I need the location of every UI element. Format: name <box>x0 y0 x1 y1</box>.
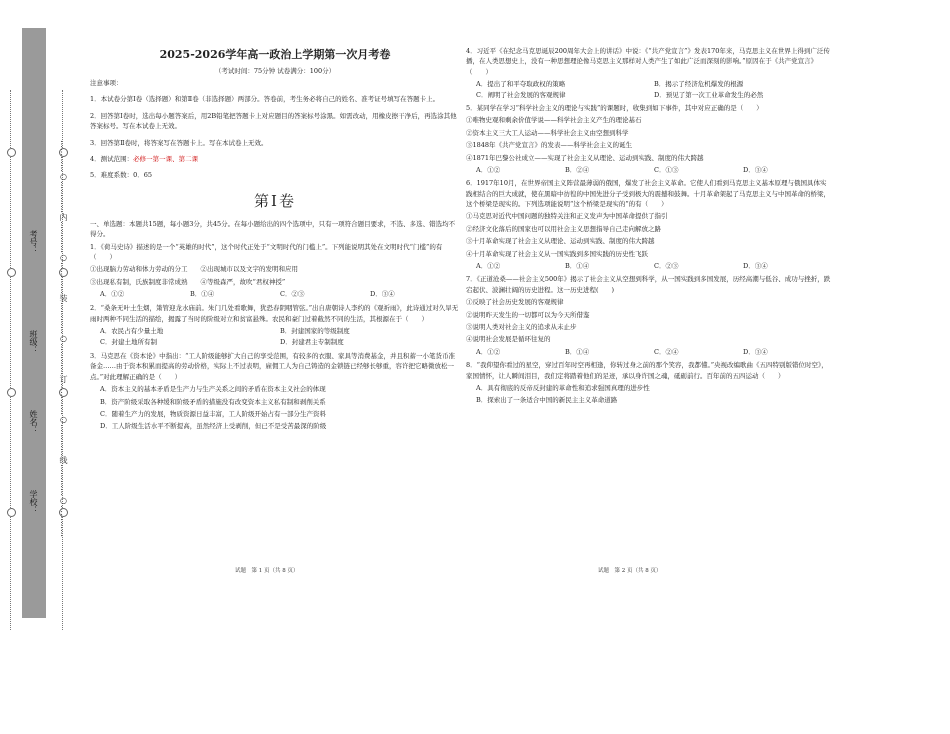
xingming-label: 姓名： <box>29 410 38 434</box>
option-d[interactable]: D．③④ <box>743 262 768 271</box>
option-b[interactable]: B．封建国家的等级制度 <box>280 327 350 336</box>
statement: ①唯物史观和剩余价值学说——科学社会主义产生的理论基石 <box>466 116 642 125</box>
question-3 <box>90 351 460 432</box>
option-c[interactable]: C．随着生产力的发展，物质资源日益丰富，工人阶级开始占有一部分生产资料 <box>100 409 326 418</box>
statement: ③说明人类对社会主义的追求从未止步 <box>466 322 577 331</box>
question-stem: 6．1917年10月，在世界帝国主义阵营最薄弱的俄国，爆发了社会主义革命。它使人们看到马克思主义基本原理与俄国具体实践相结合的巨大成就，使在黑暗中彷徨的中国先进分子受到极大的震撼和鼓舞。十月革命架起了马克思主义与中国革命的桥梁，这个桥梁是现实的。下列选项能说明“这个桥梁是现实的”的有（ ） <box>466 179 830 209</box>
option-d[interactable]: D．③④ <box>743 165 768 174</box>
option-d[interactable]: D．预见了第一次工业革命发生的必然 <box>654 90 764 99</box>
question-4 <box>466 46 832 100</box>
question-stem: 7．《正道沧桑——社会主义500年》揭示了社会主义从空想到科学，从一国实践到多国发展，历经高潮与低谷、成功与挫折，跌宕起伏、波澜壮阔的历史进程。这一历史进程( ) <box>466 275 831 294</box>
statement: ④1871年巴黎公社成立——实现了社会主义从理论、运动到实践、制度的伟大跨越 <box>466 153 704 162</box>
option-d[interactable]: D．③④ <box>743 347 768 356</box>
option-c[interactable]: C．封建土地所有制 <box>100 337 157 346</box>
statement: ①出现脑力劳动和体力劳动的分工 ②出现城市以及文字的发明和应用 <box>90 265 298 274</box>
option-b[interactable]: B．①④ <box>565 262 590 271</box>
right-column <box>466 46 832 408</box>
statement: ④十月革命实现了社会主义从一国实践到多国实践的历史性飞跃 <box>466 249 648 258</box>
page-footer-left: 试题 第 1 页（共 8 页） <box>235 568 299 574</box>
question-1 <box>90 242 460 300</box>
option-c[interactable]: C．①③ <box>654 165 679 174</box>
xuexiao-label: 学校： <box>29 490 38 514</box>
left-column <box>90 46 460 434</box>
option-c[interactable]: C．②③ <box>280 290 305 299</box>
notice-item: 3．回答第Ⅱ卷时，将答案写在答题卡上。写在本试卷上无效。 <box>90 138 268 147</box>
question-stem: 1．《荷马史诗》描述的是一个“英雄的时代”，这个时代正处于“文明时代的门槛上”。下列能说明其处在文明时代“门槛”的有（ ） <box>90 242 443 261</box>
section-intro: 一、单选题：本题共15题，每小题3分，共45分。在每小题给出的四个选项中，只有一项符合题目要求，不选、多选、错选均不得分。 <box>90 219 456 239</box>
circle-marker <box>7 388 16 397</box>
notice-item: 2．回答第Ⅰ卷时，选出每小题答案后，用2B铅笔把答题卡上对应题目的答案标号涂黑。如需改动，用橡皮擦干净后，再选涂其他答案标号。写在本试卷上无效。 <box>90 111 457 131</box>
option-b[interactable]: B．②④ <box>565 165 590 174</box>
question-stem: 3．马克思在《资本论》中指出：“工人阶级能够扩大自己的享受范围，有较多的衣服、家具等消费基金，并且积蓄一小笔货币准备金……由于资本积累而提高的劳动价格，实际上不过表明，雇佣工人为自己铸造的金锁链已经够长够重，容许把它略微放松一点。”对此理解正确的是（ ） <box>90 352 455 381</box>
option-d[interactable]: D．工人阶级生活水平不断提高，虽然经济上受剥削，但已不是受苦最深的阶级 <box>100 422 327 431</box>
option-b[interactable]: B．①④ <box>190 290 215 299</box>
option-a[interactable]: A．①② <box>100 290 125 299</box>
statement: ③十月革命实现了社会主义从理论、运动到实践、制度的伟大跨越 <box>466 237 655 246</box>
option-a[interactable]: A．资本主义的基本矛盾是生产力与生产关系之间的矛盾在资本主义社会的体现 <box>100 385 326 394</box>
question-2 <box>90 303 460 347</box>
outer-dotted-line <box>10 90 11 630</box>
notice-block <box>90 78 460 181</box>
question-5 <box>466 103 832 175</box>
option-d[interactable]: D．封建君主专制制度 <box>280 337 344 346</box>
option-b[interactable]: B．探索出了一条适合中国的新民主主义革命道路 <box>476 396 618 405</box>
option-a[interactable]: A．①② <box>476 262 501 271</box>
question-stem: 2．“桑条无叶土生烟，箫管迎龙水庙前。朱门几处看歌舞，犹恐春阴咽管弦。”出自唐朝诗人李约的《观祈雨》，此诗通过对久旱无雨时两种不同生活的描绘，揭露了当时的阶级对立和贫富悬殊。农民和豪门过着截然不同的生活，其根源在于（ ） <box>90 304 459 323</box>
question-stem: 4．习近平《在纪念马克思诞辰200周年大会上的讲话》中说：《“共产党宣言”》发表170年来，马克思主义在世界上得到广泛传播，在人类思想史上，没有一种思想理论像马克思主义那样对人类产生了如此广泛而深刻的影响。”原因在于《共产党宣言》（ ） <box>466 47 830 76</box>
question-7 <box>466 274 832 357</box>
statement: ④说明社会发展是循环往复的 <box>466 335 551 344</box>
option-b[interactable]: B．①④ <box>565 347 590 356</box>
inner-seal-text: …………○…………内…………○…………装…………○…………订…………○…………线…………○………… <box>59 140 68 537</box>
page-footer-right: 试题 第 2 页（共 8 页） <box>598 568 662 574</box>
notice-item: 4．测试范围：必修一第一课、第二课 <box>90 154 199 163</box>
option-a[interactable]: A．提出了和平夺取政权的策略 <box>476 80 566 89</box>
binding-strip <box>22 28 46 618</box>
option-c[interactable]: C．②③ <box>654 262 679 271</box>
banji-label: 班级： <box>29 330 38 354</box>
exam-title: 2025-2026学年高一政治上学期第一次月考卷 <box>159 48 391 61</box>
circle-marker <box>7 268 16 277</box>
statement: ②资本主义三大工人运动——科学社会主义由空想到科学 <box>466 128 629 137</box>
option-b[interactable]: B．揭示了经济危机爆发的根源 <box>654 80 744 89</box>
statement: ②经济文化落后的国家也可以用社会主义思想指导自己走向解放之路 <box>466 224 661 233</box>
option-a[interactable]: A．具有彻底的反帝反封建的革命性和追求强国真理的进步性 <box>476 383 650 392</box>
statement: ③出现私有制，氏族制度非常成熟 ④等级森严，故吹“君权神授” <box>90 277 286 286</box>
question-stem: 8．“我仰望你看过的星空，穿过百年时空再相逢，你转过身之前的那个笑容，我都懂。”央视改编歌曲《五四特别版错位时空》，家国情怀，让人瞬间泪目，我们定将踏着他们的足迹，承以身许国之魂，砥砺前行。百年前的五四运动（ ） <box>466 361 828 380</box>
question-stem: 5．某同学在学习“科学社会主义的理论与实践”的课题时，收集到如下事件，其中对应正确的是（ ） <box>466 103 763 112</box>
notice-heading: 注意事项： <box>90 78 123 87</box>
test-scope: 必修一第一课、第二课 <box>133 154 199 163</box>
kaohao-label: 考号： <box>29 230 38 254</box>
circle-marker <box>7 148 16 157</box>
option-d[interactable]: D．③④ <box>370 290 395 299</box>
statement: ①反映了社会历史发展的客观规律 <box>466 298 564 307</box>
option-c[interactable]: C．②④ <box>654 347 679 356</box>
circle-marker <box>7 508 16 517</box>
statement: ③1848年《共产党宣言》的发表——科学社会主义的诞生 <box>466 141 633 150</box>
statement: ②说明昨天发生的一切都可以为今天所借鉴 <box>466 310 590 319</box>
option-b[interactable]: B．资产阶级采取各种缓和阶级矛盾的措施没有改变资本主义私有制和剥削关系 <box>100 397 326 406</box>
notice-item: 1．本试卷分第Ⅰ卷（选择题）和第Ⅱ卷（非选择题）两部分。答卷前，考生务必将自己的姓名、准考证号填写在答题卡上。 <box>90 95 440 104</box>
binding-margin <box>0 0 78 640</box>
option-a[interactable]: A．农民占有少量土地 <box>100 327 164 336</box>
volume-heading: 第Ⅰ卷 <box>254 191 296 210</box>
question-6 <box>466 178 832 271</box>
question-8 <box>466 360 832 406</box>
option-a[interactable]: A．①② <box>476 347 501 356</box>
notice-item: 5．难度系数：0．65 <box>90 171 153 180</box>
exam-subtitle: （考试时间：75分钟 试卷满分：100分） <box>214 66 336 75</box>
option-a[interactable]: A．①② <box>476 165 501 174</box>
statement: ①马克思对近代中国问题的独特关注和正义发声为中国革命提供了指引 <box>466 212 668 221</box>
option-c[interactable]: C．阐明了社会发展的客观规律 <box>476 90 566 99</box>
